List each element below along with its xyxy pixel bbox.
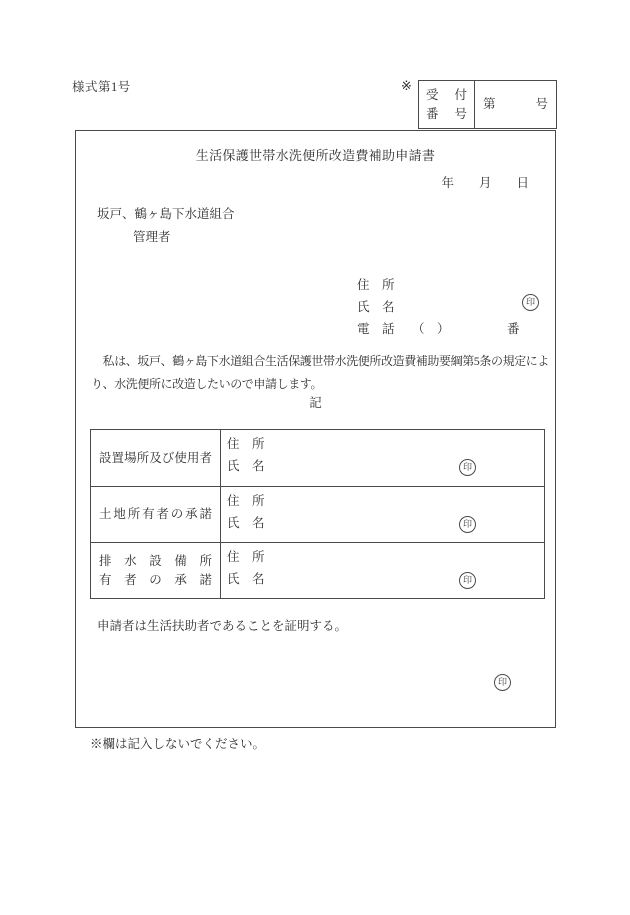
receipt-number-prefix: 第 — [483, 97, 496, 112]
row-content — [221, 543, 544, 598]
table-row-installation-site — [91, 430, 544, 486]
footnote-instruction: ※欄は記入しないでください。 — [90, 737, 266, 751]
name-label: 氏 名 — [227, 571, 265, 586]
row-content — [221, 487, 544, 542]
receipt-number-label — [419, 81, 475, 128]
seal-character: 印 — [462, 519, 472, 529]
certifier-seal-icon — [494, 674, 511, 691]
row-label — [91, 487, 221, 542]
applicant-address-label: 住 所 — [357, 278, 395, 292]
seal-icon — [459, 459, 476, 476]
receipt-number-box — [418, 80, 557, 129]
name-label: 氏 名 — [227, 458, 265, 473]
receipt-number-field — [475, 81, 556, 128]
addressee-role: 管理者 — [133, 230, 171, 244]
form-body-frame — [75, 130, 556, 728]
date-line: 年 月 日 — [441, 176, 529, 190]
seal-icon — [459, 572, 476, 589]
row-content — [221, 430, 544, 486]
addressee-organization: 坂戸、鶴ヶ島下水道組合 — [97, 207, 235, 221]
seal-character: 印 — [462, 462, 472, 472]
applicant-seal-icon — [522, 294, 539, 311]
address-label: 住 所 — [227, 494, 265, 508]
seal-character: 印 — [525, 297, 535, 307]
receipt-label-line-2: 番 号 — [426, 107, 467, 121]
table-row-landowner-consent — [91, 486, 544, 542]
table-row-drainage-owner-consent — [91, 542, 544, 598]
row-label-line-1: 排水設備所 — [99, 554, 212, 568]
record-heading: 記 — [309, 396, 322, 410]
row-label-line: 設置場所及び使用者 — [99, 450, 212, 465]
certification-statement: 申請者は生活扶助者であることを証明する。 — [97, 619, 348, 633]
statement-line-2: り、水洗便所に改造したいので申請します。 — [91, 377, 323, 391]
receipt-label-line-1: 受 付 — [426, 87, 467, 102]
row-label-line-2: 有者の承諾 — [99, 572, 212, 587]
statement-line-1: 私は、坂戸、鶴ヶ島下水道組合生活保護世帯水洗便所改造費補助要綱第5条の規定によ — [91, 354, 550, 368]
address-label: 住 所 — [227, 437, 265, 451]
address-label: 住 所 — [227, 550, 265, 564]
receipt-number-suffix: 号 — [535, 97, 548, 112]
seal-character: 印 — [462, 575, 472, 585]
seal-icon — [459, 516, 476, 533]
applicant-phone-label: 電 話 — [357, 322, 395, 336]
phone-number-suffix: 番 — [507, 322, 520, 336]
row-label — [91, 543, 221, 598]
form-number-label: 様式第1号 — [72, 80, 131, 94]
row-label — [91, 430, 221, 486]
phone-number-parentheses: （ ） — [412, 322, 450, 336]
form-title: 生活保護世帯水洗便所改造費補助申請書 — [195, 148, 436, 163]
seal-character: 印 — [497, 677, 507, 687]
application-statement — [91, 350, 550, 396]
details-table — [90, 429, 545, 599]
row-label-line: 土地所有者の承諾 — [99, 507, 212, 522]
office-use-asterisk: ※ — [401, 78, 412, 93]
applicant-name-label: 氏 名 — [357, 300, 395, 314]
name-label: 氏 名 — [227, 515, 265, 530]
